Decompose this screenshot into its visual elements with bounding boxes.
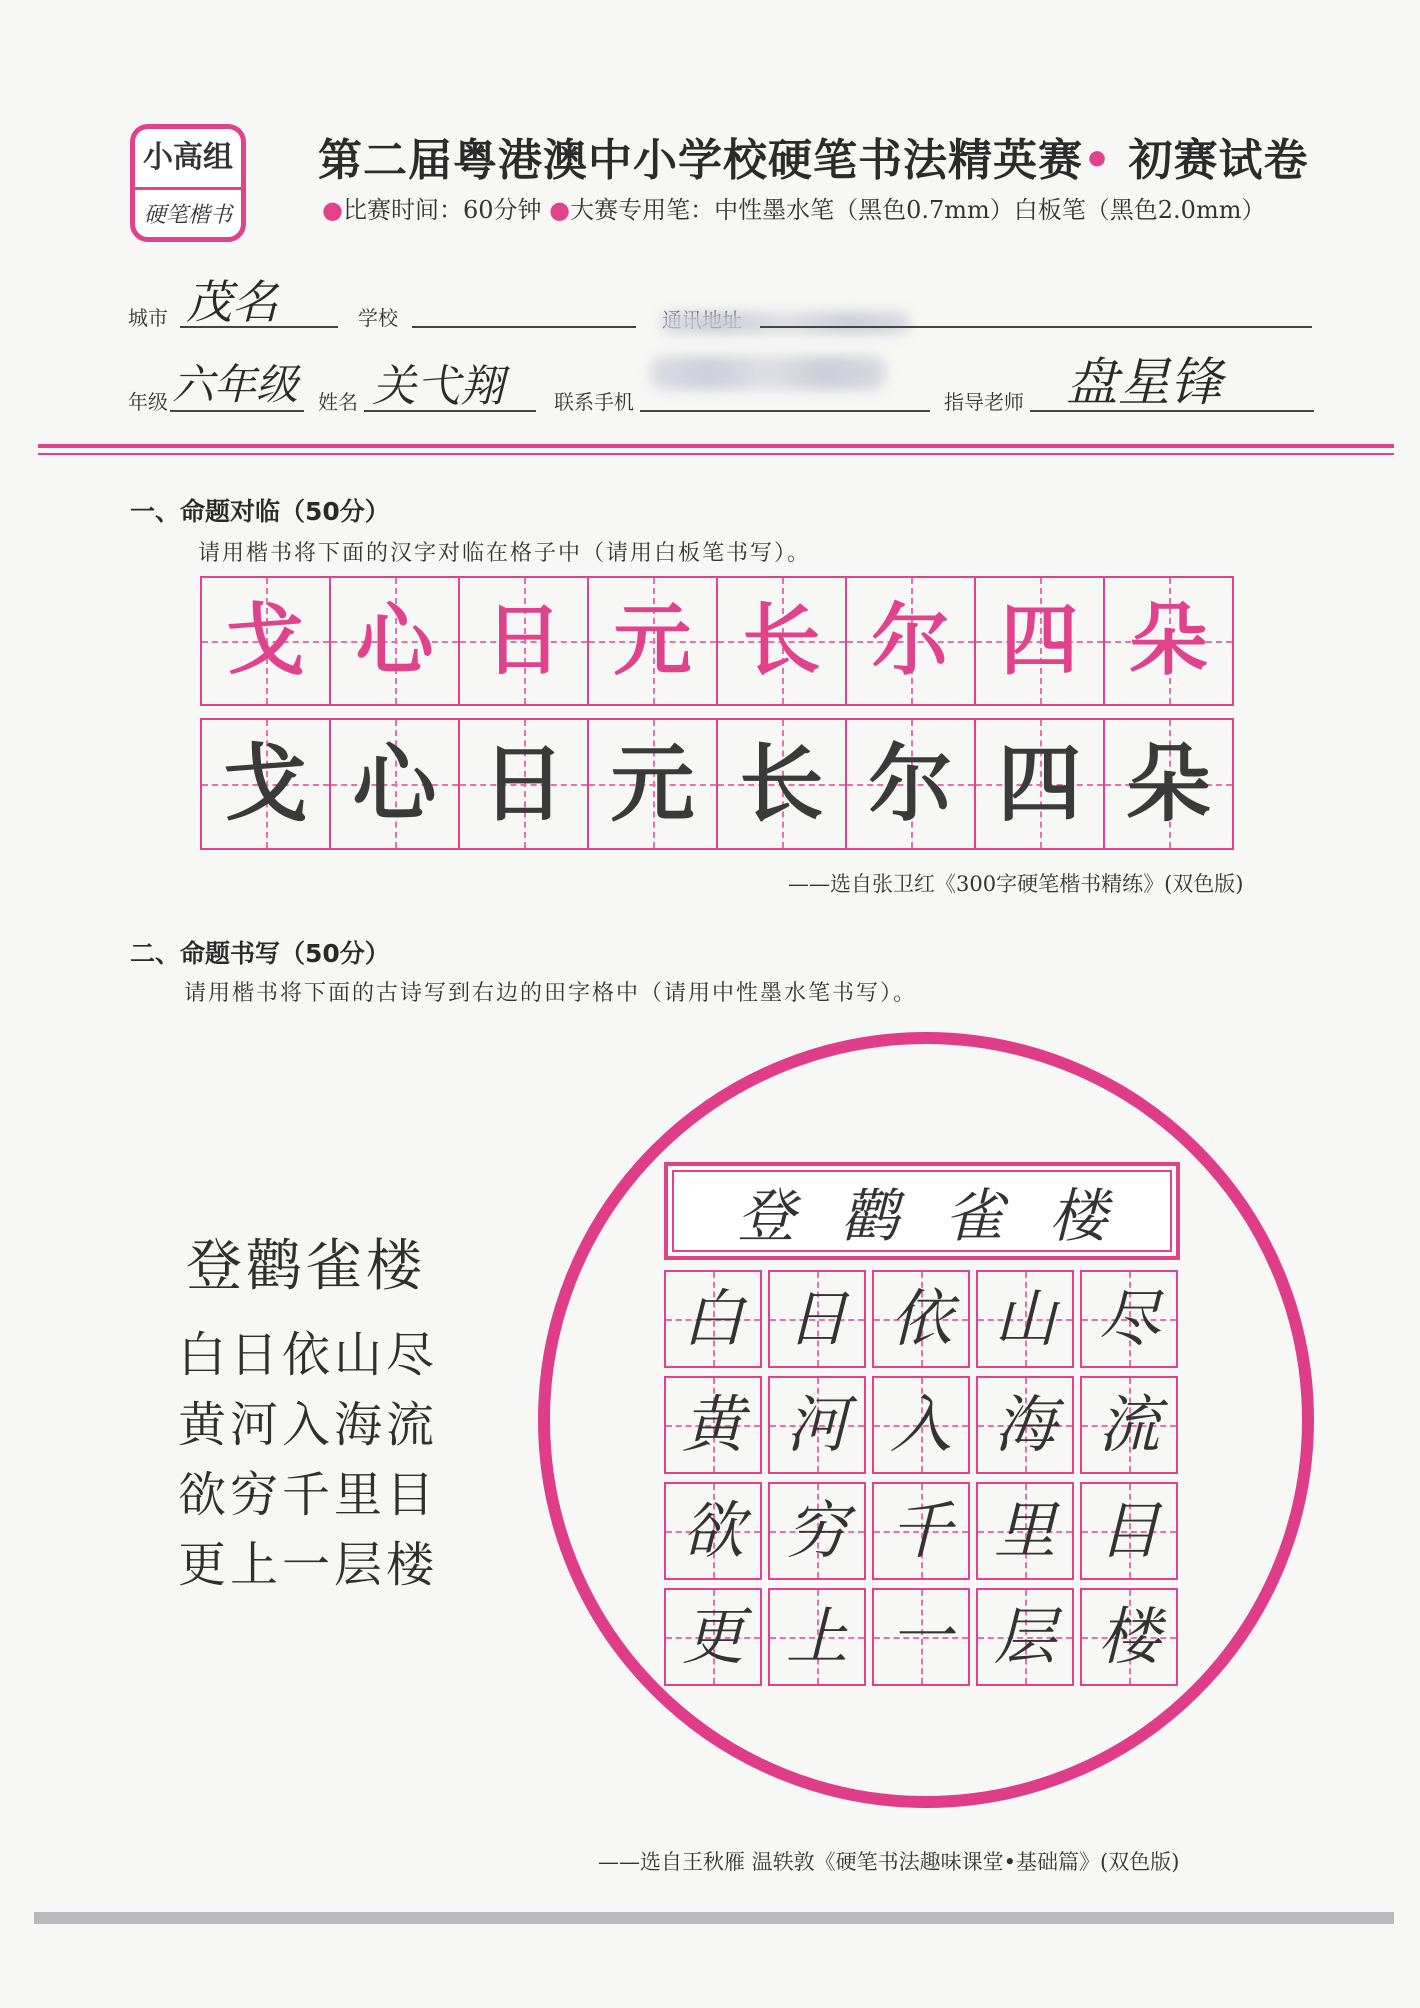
copy-cell[interactable] [716,718,847,850]
copy-cell[interactable] [329,718,460,850]
poem-line: 白日依山尽 [178,1327,439,1383]
exam-info [322,190,1265,225]
school-label: 学校 [358,306,398,330]
copy-cell[interactable] [1103,718,1234,850]
model-cell [200,576,331,706]
answer-row [664,1482,1178,1580]
answer-cell[interactable] [872,1482,970,1580]
answer-char: 更 [681,1600,744,1673]
answer-char: 黄 [681,1388,744,1461]
copy-char: 朵 [1126,735,1211,833]
name-label: 姓名 [318,390,358,414]
copy-char: 元 [610,735,695,833]
answer-char: 河 [785,1388,848,1461]
city-label: 城市 [128,306,168,330]
model-cell [845,576,976,706]
badge-group-label: 小高组 [135,129,241,190]
model-char: 戈 [226,595,305,686]
model-char: 长 [742,595,821,686]
answer-cell[interactable] [1080,1376,1178,1474]
answer-cell[interactable] [872,1270,970,1368]
name-value: 关弋翔 [372,361,504,412]
answer-cell[interactable] [1080,1588,1178,1686]
answer-title-inner [672,1170,1172,1252]
answer-row [664,1376,1178,1474]
phone-label: 联系手机 [554,390,634,414]
city-field[interactable] [180,326,338,328]
model-char: 元 [613,595,692,686]
redacted-address [660,312,910,334]
answer-cell[interactable] [664,1588,762,1686]
answer-char: 日 [785,1282,848,1355]
group-badge [130,124,246,242]
phone-field[interactable] [640,410,930,412]
teacher-value: 盘星锋 [1066,353,1223,413]
model-cell [974,576,1105,706]
model-cell [458,576,589,706]
header-divider-thin [38,453,1394,455]
answer-cell[interactable] [768,1376,866,1474]
section1-source: ——选自张卫红《300字硬笔楷书精练》(双色版) [788,872,1244,896]
copy-char: 日 [481,735,566,833]
answer-title-char: 鹳 [840,1182,899,1250]
answer-char: 目 [1097,1494,1160,1567]
time-info: 比赛时间：60分钟 [342,196,542,224]
answer-cell[interactable] [768,1270,866,1368]
copy-char: 戈 [223,735,308,833]
model-cell [587,576,718,706]
grade-field[interactable] [170,410,304,412]
copy-cell[interactable] [587,718,718,850]
bullet-icon: ● [322,196,343,224]
section2-instruction: 请用楷书将下面的古诗写到右边的田字格中（请用中性墨水笔书写）。 [184,981,918,1006]
answer-row [664,1588,1178,1686]
model-cell [716,576,847,706]
model-char: 心 [355,595,434,686]
answer-char: 白 [681,1282,744,1355]
teacher-label: 指导老师 [944,390,1024,414]
copy-char: 四 [997,735,1082,833]
model-char: 日 [484,595,563,686]
address-field[interactable] [760,326,1312,328]
section2-title: 二、命题书写（50分） [130,939,390,968]
answer-cell[interactable] [976,1588,1074,1686]
pen-info: 大赛专用笔：中性墨水笔（黑色0.7mm）白板笔（黑色2.0mm） [570,196,1266,224]
answer-char: 里 [993,1494,1056,1567]
answer-char: 穷 [785,1494,848,1567]
title-tail: 初赛试卷 [1112,135,1309,186]
grade-value: 六年级 [172,360,299,409]
bullet-icon: ● [549,196,571,224]
answer-row [664,1270,1178,1368]
answer-title-char: 雀 [944,1182,1003,1250]
page-title [318,124,1308,188]
answer-char: 上 [785,1600,848,1673]
footer-bar [34,1912,1394,1924]
grade-label: 年级 [128,390,168,414]
answer-char: 海 [993,1388,1056,1461]
badge-style-label: 硬笔楷书 [143,203,232,228]
title-dot: • [1083,135,1113,186]
answer-char: 楼 [1097,1600,1160,1673]
answer-cell[interactable] [872,1588,970,1686]
copy-cell[interactable] [200,718,331,850]
answer-grid[interactable] [664,1270,1178,1686]
copy-char: 长 [739,735,824,833]
answer-cell[interactable] [976,1482,1074,1580]
poem-line: 更上一层楼 [178,1537,439,1593]
answer-char: 千 [889,1494,952,1567]
answer-char: 依 [889,1282,952,1355]
answer-char: 山 [993,1282,1056,1355]
copy-grid[interactable] [200,718,1232,850]
teacher-field[interactable] [1030,410,1314,412]
poem-line: 黄河入海流 [178,1397,439,1453]
answer-cell[interactable] [1080,1270,1178,1368]
copy-char: 尔 [868,735,953,833]
model-cell [1103,576,1234,706]
title-main: 第二届粤港澳中小学校硬笔书法精英赛 [318,135,1083,186]
model-char: 尔 [871,595,950,686]
copy-cell[interactable] [458,718,589,850]
answer-char: 入 [889,1388,952,1461]
copy-cell[interactable] [845,718,976,850]
answer-cell[interactable] [976,1376,1074,1474]
redacted-phone [650,356,886,390]
school-field[interactable] [412,326,636,328]
answer-char: 一 [889,1600,952,1673]
answer-title-box[interactable] [664,1162,1180,1260]
model-cell [329,576,460,706]
section1-title: 一、命题对临（50分） [130,497,390,526]
answer-cell[interactable] [976,1270,1074,1368]
model-grid [200,576,1232,706]
answer-title-char: 登 [736,1182,795,1250]
city-value: 茂名 [186,275,278,329]
answer-char: 层 [993,1600,1056,1673]
section1-instruction: 请用楷书将下面的汉字对临在格子中（请用白板笔书写）。 [198,541,812,566]
answer-cell[interactable] [872,1376,970,1474]
answer-cell[interactable] [664,1376,762,1474]
poem-title: 登鹳雀楼 [186,1234,426,1299]
copy-char: 心 [352,735,437,833]
section2-source: ——选自王秋雁 温轶敦《硬笔书法趣味课堂•基础篇》(双色版) [598,1850,1180,1874]
model-char: 朵 [1129,595,1208,686]
answer-cell[interactable] [1080,1482,1178,1580]
answer-char: 尽 [1097,1282,1160,1355]
answer-char: 流 [1097,1388,1160,1461]
answer-cell[interactable] [768,1588,866,1686]
answer-cell[interactable] [768,1482,866,1580]
answer-cell[interactable] [664,1482,762,1580]
answer-char: 欲 [681,1494,744,1567]
header-divider [38,444,1394,448]
model-char: 四 [1000,595,1079,686]
name-field[interactable] [364,410,536,412]
answer-title-char: 楼 [1048,1182,1107,1250]
poem-line: 欲穷千里目 [178,1467,439,1523]
copy-cell[interactable] [974,718,1105,850]
answer-cell[interactable] [664,1270,762,1368]
